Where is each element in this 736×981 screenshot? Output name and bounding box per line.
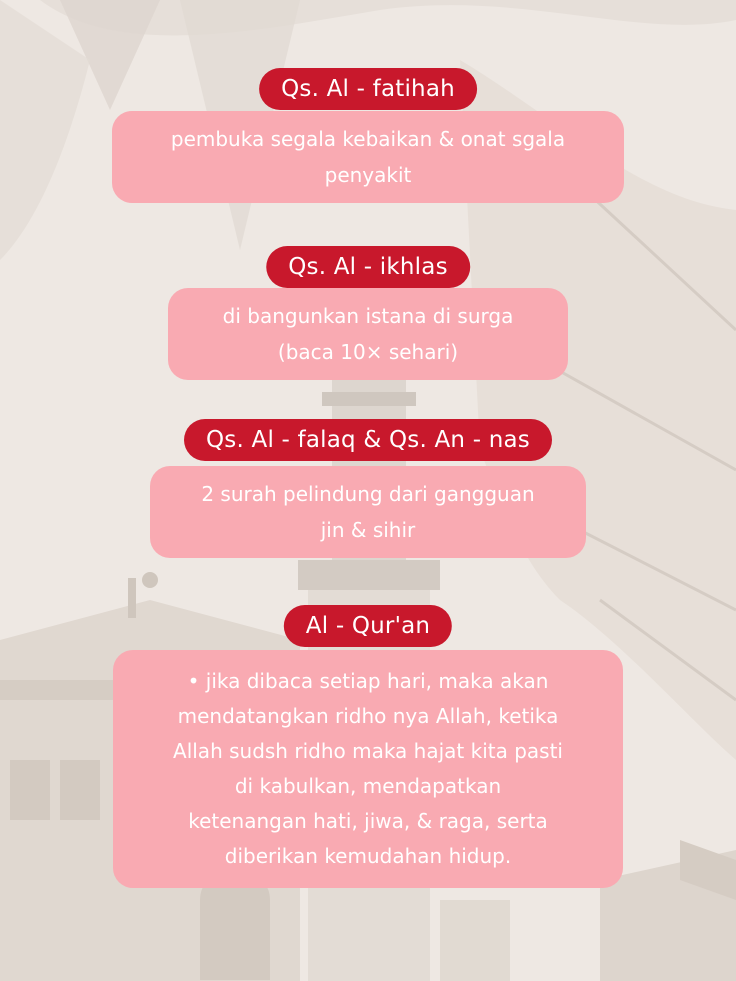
description-line: jin & sihir <box>320 518 416 542</box>
description-line: Allah sudsh ridho maka hajat kita pasti <box>173 739 563 763</box>
description-line: mendatangkan ridho nya Allah, ketika <box>177 704 559 728</box>
section-title: Qs. Al - falaq & Qs. An - nas <box>184 419 552 461</box>
section-title: Al - Qur'an <box>284 605 452 647</box>
description-line: di bangunkan istana di surga <box>222 304 514 328</box>
description-line: • jika dibaca setiap hari, maka akan <box>187 669 549 693</box>
section-description <box>168 288 568 380</box>
section-description <box>150 466 586 558</box>
section-title: Qs. Al - ikhlas <box>266 246 470 288</box>
description-line: 2 surah pelindung dari gangguan <box>201 482 535 506</box>
section-title: Qs. Al - fatihah <box>259 68 477 110</box>
section-description <box>113 650 623 888</box>
description-line: ketenangan hati, jiwa, & raga, serta <box>188 809 548 833</box>
description-line: diberikan kemudahan hidup. <box>224 844 512 868</box>
description-line: (baca 10× sehari) <box>277 340 459 364</box>
description-line: penyakit <box>324 163 412 187</box>
description-line: pembuka segala kebaikan & onat sgala <box>170 127 566 151</box>
section-description <box>112 111 624 203</box>
description-line: di kabulkan, mendapatkan <box>234 774 502 798</box>
